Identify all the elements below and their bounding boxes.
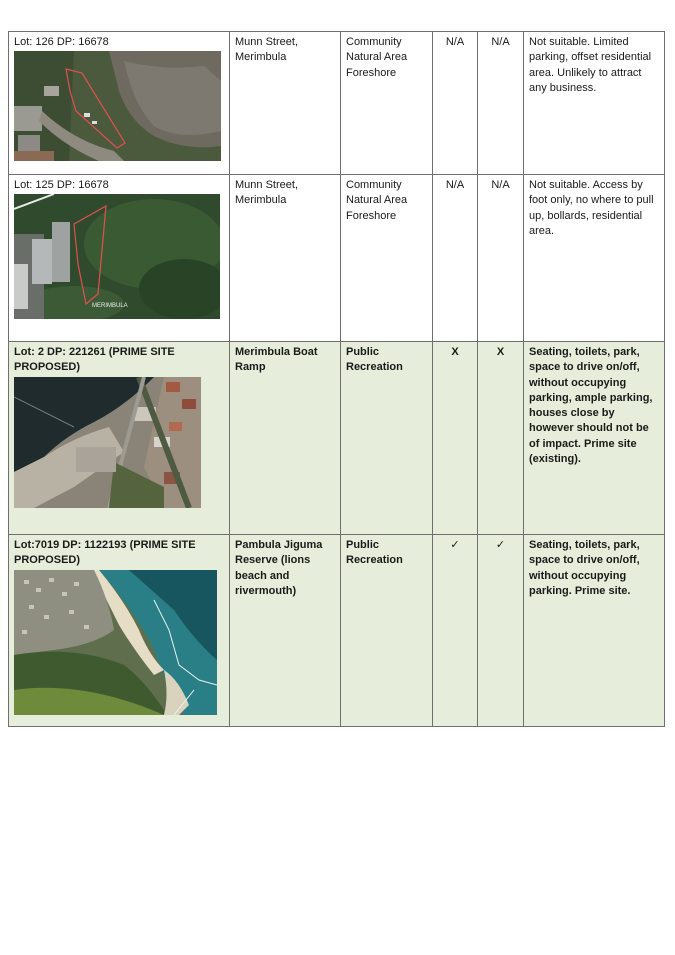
aerial-photo-boat-ramp — [14, 377, 224, 508]
location-cell: Merimbula Boat Ramp — [230, 342, 341, 535]
status-cell-b: N/A — [478, 175, 524, 342]
zoning-cell: Community Natural Area Foreshore — [341, 32, 433, 175]
location-cell: Munn Street, Merimbula — [230, 32, 341, 175]
status-cell-a: X — [433, 342, 478, 535]
location-cell: Munn Street, Merimbula — [230, 175, 341, 342]
photo-caption-label: MERIMBULA — [92, 303, 128, 310]
lot-cell — [9, 175, 230, 342]
table-row — [9, 175, 665, 342]
lot-label: Lot:7019 DP: 1122193 (PRIME SITE PROPOSED) — [14, 539, 196, 567]
sites-table — [8, 31, 665, 727]
lot-label: Lot: 2 DP: 221261 (PRIME SITE PROPOSED) — [14, 346, 175, 374]
lot-cell — [9, 342, 230, 535]
table-row — [9, 32, 665, 175]
status-cell-a: N/A — [433, 175, 478, 342]
lot-cell — [9, 535, 230, 727]
comments-cell: Seating, toilets, park, space to drive on/off, without occupying parking. Prime site. — [524, 535, 665, 727]
zoning-cell: Community Natural Area Foreshore — [341, 175, 433, 342]
aerial-photo-munn-street-bushland — [14, 194, 224, 319]
lot-label: Lot: 125 DP: 16678 — [14, 179, 109, 191]
zoning-cell: Public Recreation — [341, 342, 433, 535]
location-cell: Pambula Jiguma Reserve (lions beach and rivermouth) — [230, 535, 341, 727]
lot-cell — [9, 32, 230, 175]
status-cell-a: N/A — [433, 32, 478, 175]
status-cell-b: N/A — [478, 32, 524, 175]
comments-cell: Seating, toilets, park, space to drive on/off, without occupying parking, ample parking, houses close by however should not be of impact. Prime site (existing). — [524, 342, 665, 535]
status-cell-b: X — [478, 342, 524, 535]
lot-label: Lot: 126 DP: 16678 — [14, 36, 109, 48]
aerial-photo-munn-street-foreshore — [14, 51, 224, 161]
aerial-photo-pambula-rivermouth — [14, 570, 224, 715]
zoning-cell: Public Recreation — [341, 535, 433, 727]
comments-cell: Not suitable. Access by foot only, no where to pull up, bollards, residential area. — [524, 175, 665, 342]
table-row — [9, 342, 665, 535]
status-cell-b: ✓ — [478, 535, 524, 727]
status-cell-a: ✓ — [433, 535, 478, 727]
table-row — [9, 535, 665, 727]
comments-cell: Not suitable. Limited parking, offset residential area. Unlikely to attract any business. — [524, 32, 665, 175]
